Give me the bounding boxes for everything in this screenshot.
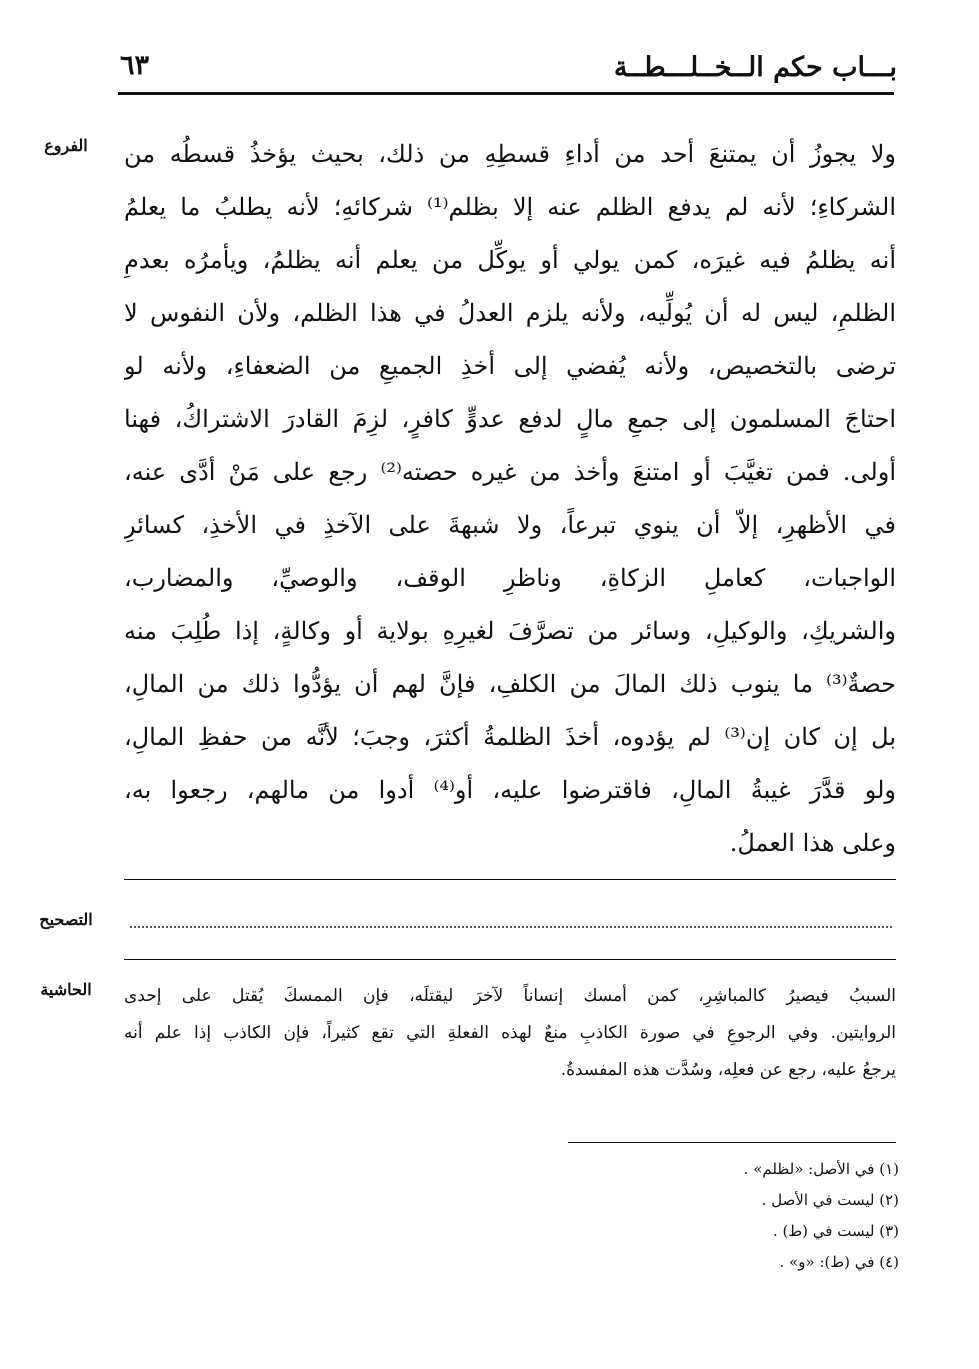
hashiya-line: يرجعُ عليه، رجع عن فعلِه، وسُدَّت هذه المفسدةُ. — [560, 1060, 896, 1080]
footnote: (٢) ليست في الأصل . — [761, 1191, 899, 1209]
body-line: ترضى بالتخصيص، ولأنه يُفضي إلى أخذِ الجميعِ من الضعفاءِ، ولأنه لو — [124, 352, 896, 380]
body-line: احتاجَ المسلمون إلى جمعِ مالٍ لدفع عدوٍّ كافرٍ، لزِمَ القادرَ الاشتراكُ، فهنا — [124, 405, 896, 433]
section-rule-bottom — [124, 959, 896, 960]
footnote: (١) في الأصل: «لظلم» . — [743, 1160, 899, 1178]
page-number: ٦٣ — [120, 50, 150, 81]
body-line: في الأظهرِ، إلاّ أن ينوي تبرعاً، ولا شبهةَ على الآخذِ في الأخذِ، كسائرِ — [124, 511, 896, 539]
body-line: الواجبات، كعاملِ الزكاةِ، وناظرِ الوقف، والوصيِّ، والمضارب، — [124, 564, 896, 592]
body-line: والشريكِ، والوكيلِ، وسائر من تصرَّفَ لغيرِهِ بولاية أو وكالةٍ، إذا طُلِبَ منه — [124, 617, 896, 645]
body-line: الظلمِ، ليس له أن يُولِّيه، ولأنه يلزم العدلُ في هذا الظلم، ولأن النفوس لا — [124, 299, 896, 327]
body-line: ولا يجوزُ أن يمتنعَ أحد من أداءِ قسطِهِ من ذلك، بحيث يؤخذُ قسطُه من — [124, 140, 896, 168]
page-header-title: بـــاب حكم الــخــلـــطــة — [613, 52, 897, 83]
footnote-rule — [568, 1142, 896, 1143]
body-line: بل إن كان إن⁽³⁾ لم يؤدوه، أخذَ الظلمةُ أكثرَ، وجبَ؛ لأنَّه من حفظِ المالِ، — [124, 723, 896, 751]
body-line: الشركاءِ؛ لأنه لم يدفع الظلم عنه إلا بظلم⁽¹⁾ شركائهِ؛ لأنه يطلبُ ما يعلمُ — [124, 193, 896, 221]
body-text — [124, 128, 896, 870]
body-line: حصةٌ⁽³⁾ ما ينوب ذلك المالَ من الكلفِ، فإنَّ لهم أن يؤدُّوا ذلك من المالِ، — [124, 670, 896, 698]
body-line: أولى. فمن تغيَّبَ أو امتنعَ وأخذ من غيره حصته⁽²⁾ رجع على مَنْ أدَّى عنه، — [124, 458, 896, 486]
margin-label-hashiya: الحاشية — [40, 980, 92, 999]
footnote: (٣) ليست في (ط) . — [772, 1222, 899, 1240]
margin-label-tashih: التصحيح — [39, 910, 93, 929]
section-rule-top — [124, 879, 896, 880]
margin-label-furu: الفروع — [44, 136, 88, 155]
footnote: (٤) في (ط): «و» . — [779, 1253, 899, 1271]
hashiya-line: الروايتين. وفي الرجوعِ في صورة الكاذبِ منعٌ لهذه الفعلةِ التي تقع كثيراً، فإن الكاذب إذا علم أنه — [124, 1023, 896, 1043]
footnotes — [499, 1154, 899, 1278]
hashiya-text — [124, 978, 896, 1089]
tashih-dotted-line — [130, 926, 892, 928]
body-line: ولو قدَّرَ غيبةُ المالِ، فاقترضوا عليه، أو⁽⁴⁾ أدوا من مالهم، رجعوا به، — [124, 776, 896, 804]
body-line: أنه يظلمُ فيه غيرَه، كمن يولي أو يوكِّل من يعلم أنه يظلمُ، ويأمرُه بعدمِ — [124, 246, 896, 274]
header-rule — [118, 92, 894, 95]
hashiya-line: السببُ فيصيرُ كالمباشِرِ، كمن أمسك إنساناً لآخرَ ليقتلَه، فإن الممسكَ يُقتل على إحدى — [124, 986, 896, 1006]
body-line: وعلى هذا العملُ. — [729, 829, 896, 857]
